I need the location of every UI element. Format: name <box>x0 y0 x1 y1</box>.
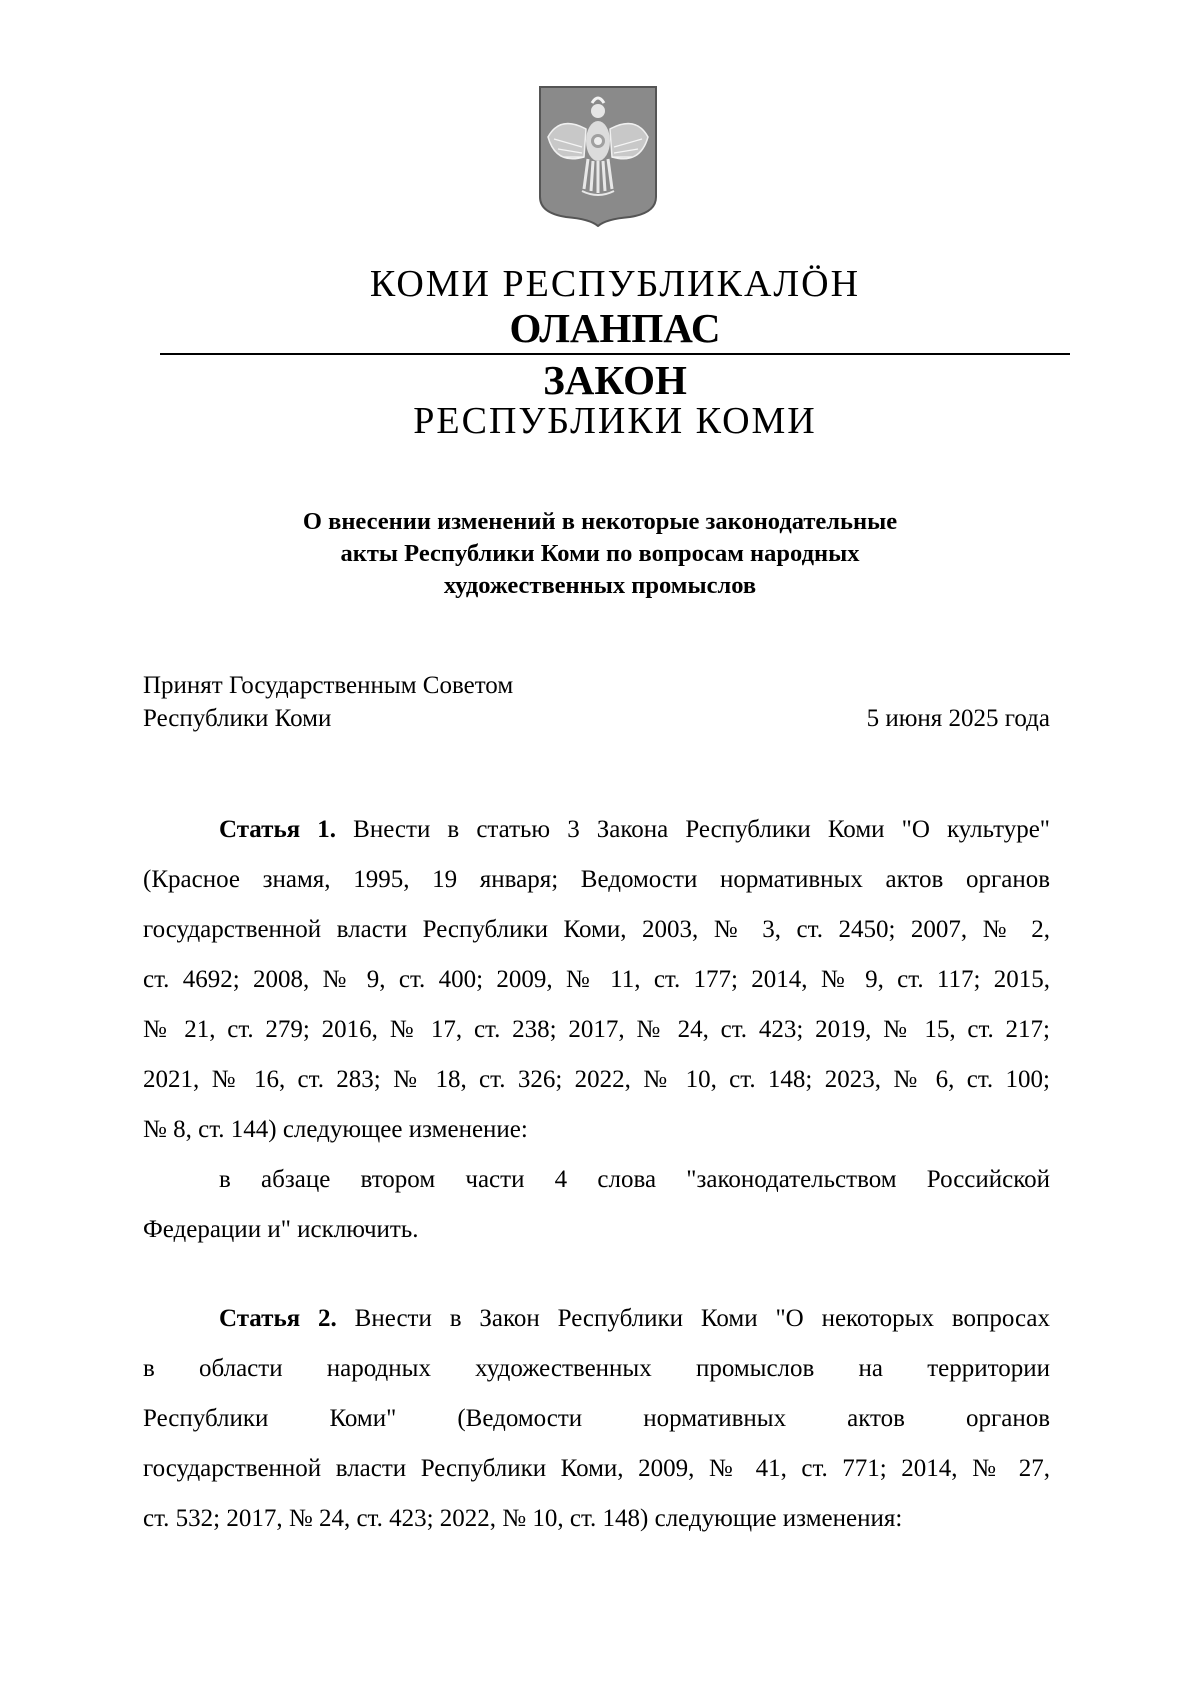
article-1-first-line <box>143 805 1050 855</box>
article-1-p2-line: Федерации и" исключить. <box>143 1216 419 1243</box>
article-1-line: (Красное знамя, 1995, 19 января; Ведомости нормативных актов органов <box>143 866 1050 893</box>
coat-of-arms-icon <box>538 85 658 227</box>
article-1-line: государственной власти Республики Коми, 2003, № 3, ст. 2450; 2007, № 2, <box>143 916 1050 943</box>
article-1-text: Внести в статью 3 Закона Республики Коми "О культуре" <box>336 816 1050 843</box>
adoption-date: 5 июня 2025 года <box>866 705 1050 732</box>
header-olanpas: ОЛАНПАС <box>509 305 721 351</box>
article-1-line: ст. 4692; 2008, № 9, ст. 400; 2009, № 11, ст. 177; 2014, № 9, ст. 117; 2015, <box>143 966 1050 993</box>
article-2-line: государственной власти Республики Коми, 2009, № 41, ст. 771; 2014, № 27, <box>143 1455 1050 1482</box>
header-zakon: ЗАКОН <box>543 357 687 403</box>
article-1-line: № 8, ст. 144) следующее изменение: <box>143 1116 528 1143</box>
article-2-text: Внести в Закон Республики Коми "О некоторых вопросах <box>336 1305 1050 1332</box>
article-2-line: Республики Коми" (Ведомости нормативных актов органов <box>143 1405 1050 1432</box>
article-2-line: ст. 532; 2017, № 24, ст. 423; 2022, № 10, ст. 148) следующие изменения: <box>143 1505 903 1532</box>
article-1-line: № 21, ст. 279; 2016, № 17, ст. 238; 2017, № 24, ст. 423; 2019, № 15, ст. 217; <box>143 1016 1050 1043</box>
header-komi-line: КОМИ РЕСПУБЛИКАЛӦН <box>369 263 861 305</box>
document-title <box>200 506 1000 602</box>
adopted-by-line2: Республики Коми <box>143 705 332 732</box>
article-2-line: в области народных художественных промыслов на территории <box>143 1355 1050 1382</box>
title-line: акты Республики Коми по вопросам народных <box>340 540 860 567</box>
adoption-block <box>143 669 1050 735</box>
article-1 <box>143 805 1050 1155</box>
article-1-line: 2021, № 16, ст. 283; № 18, ст. 326; 2022, № 10, ст. 148; 2023, № 6, ст. 100; <box>143 1066 1050 1093</box>
article-2 <box>143 1294 1050 1544</box>
header-divider <box>160 353 1070 355</box>
title-line: О внесении изменений в некоторые законодательные <box>302 508 898 535</box>
article-1-label: Статья 1. <box>219 816 337 843</box>
header-republic: РЕСПУБЛИКИ КОМИ <box>413 400 817 442</box>
article-1-p2-line: в абзаце втором части 4 слова "законодательством Российской <box>219 1166 1050 1193</box>
article-2-label: Статья 2. <box>219 1305 337 1332</box>
title-line: художественных промыслов <box>443 572 757 599</box>
article-2-first-line <box>143 1294 1050 1344</box>
article-1-paragraph-2 <box>143 1155 1050 1255</box>
adopted-by-line1: Принят Государственным Советом <box>143 672 514 699</box>
